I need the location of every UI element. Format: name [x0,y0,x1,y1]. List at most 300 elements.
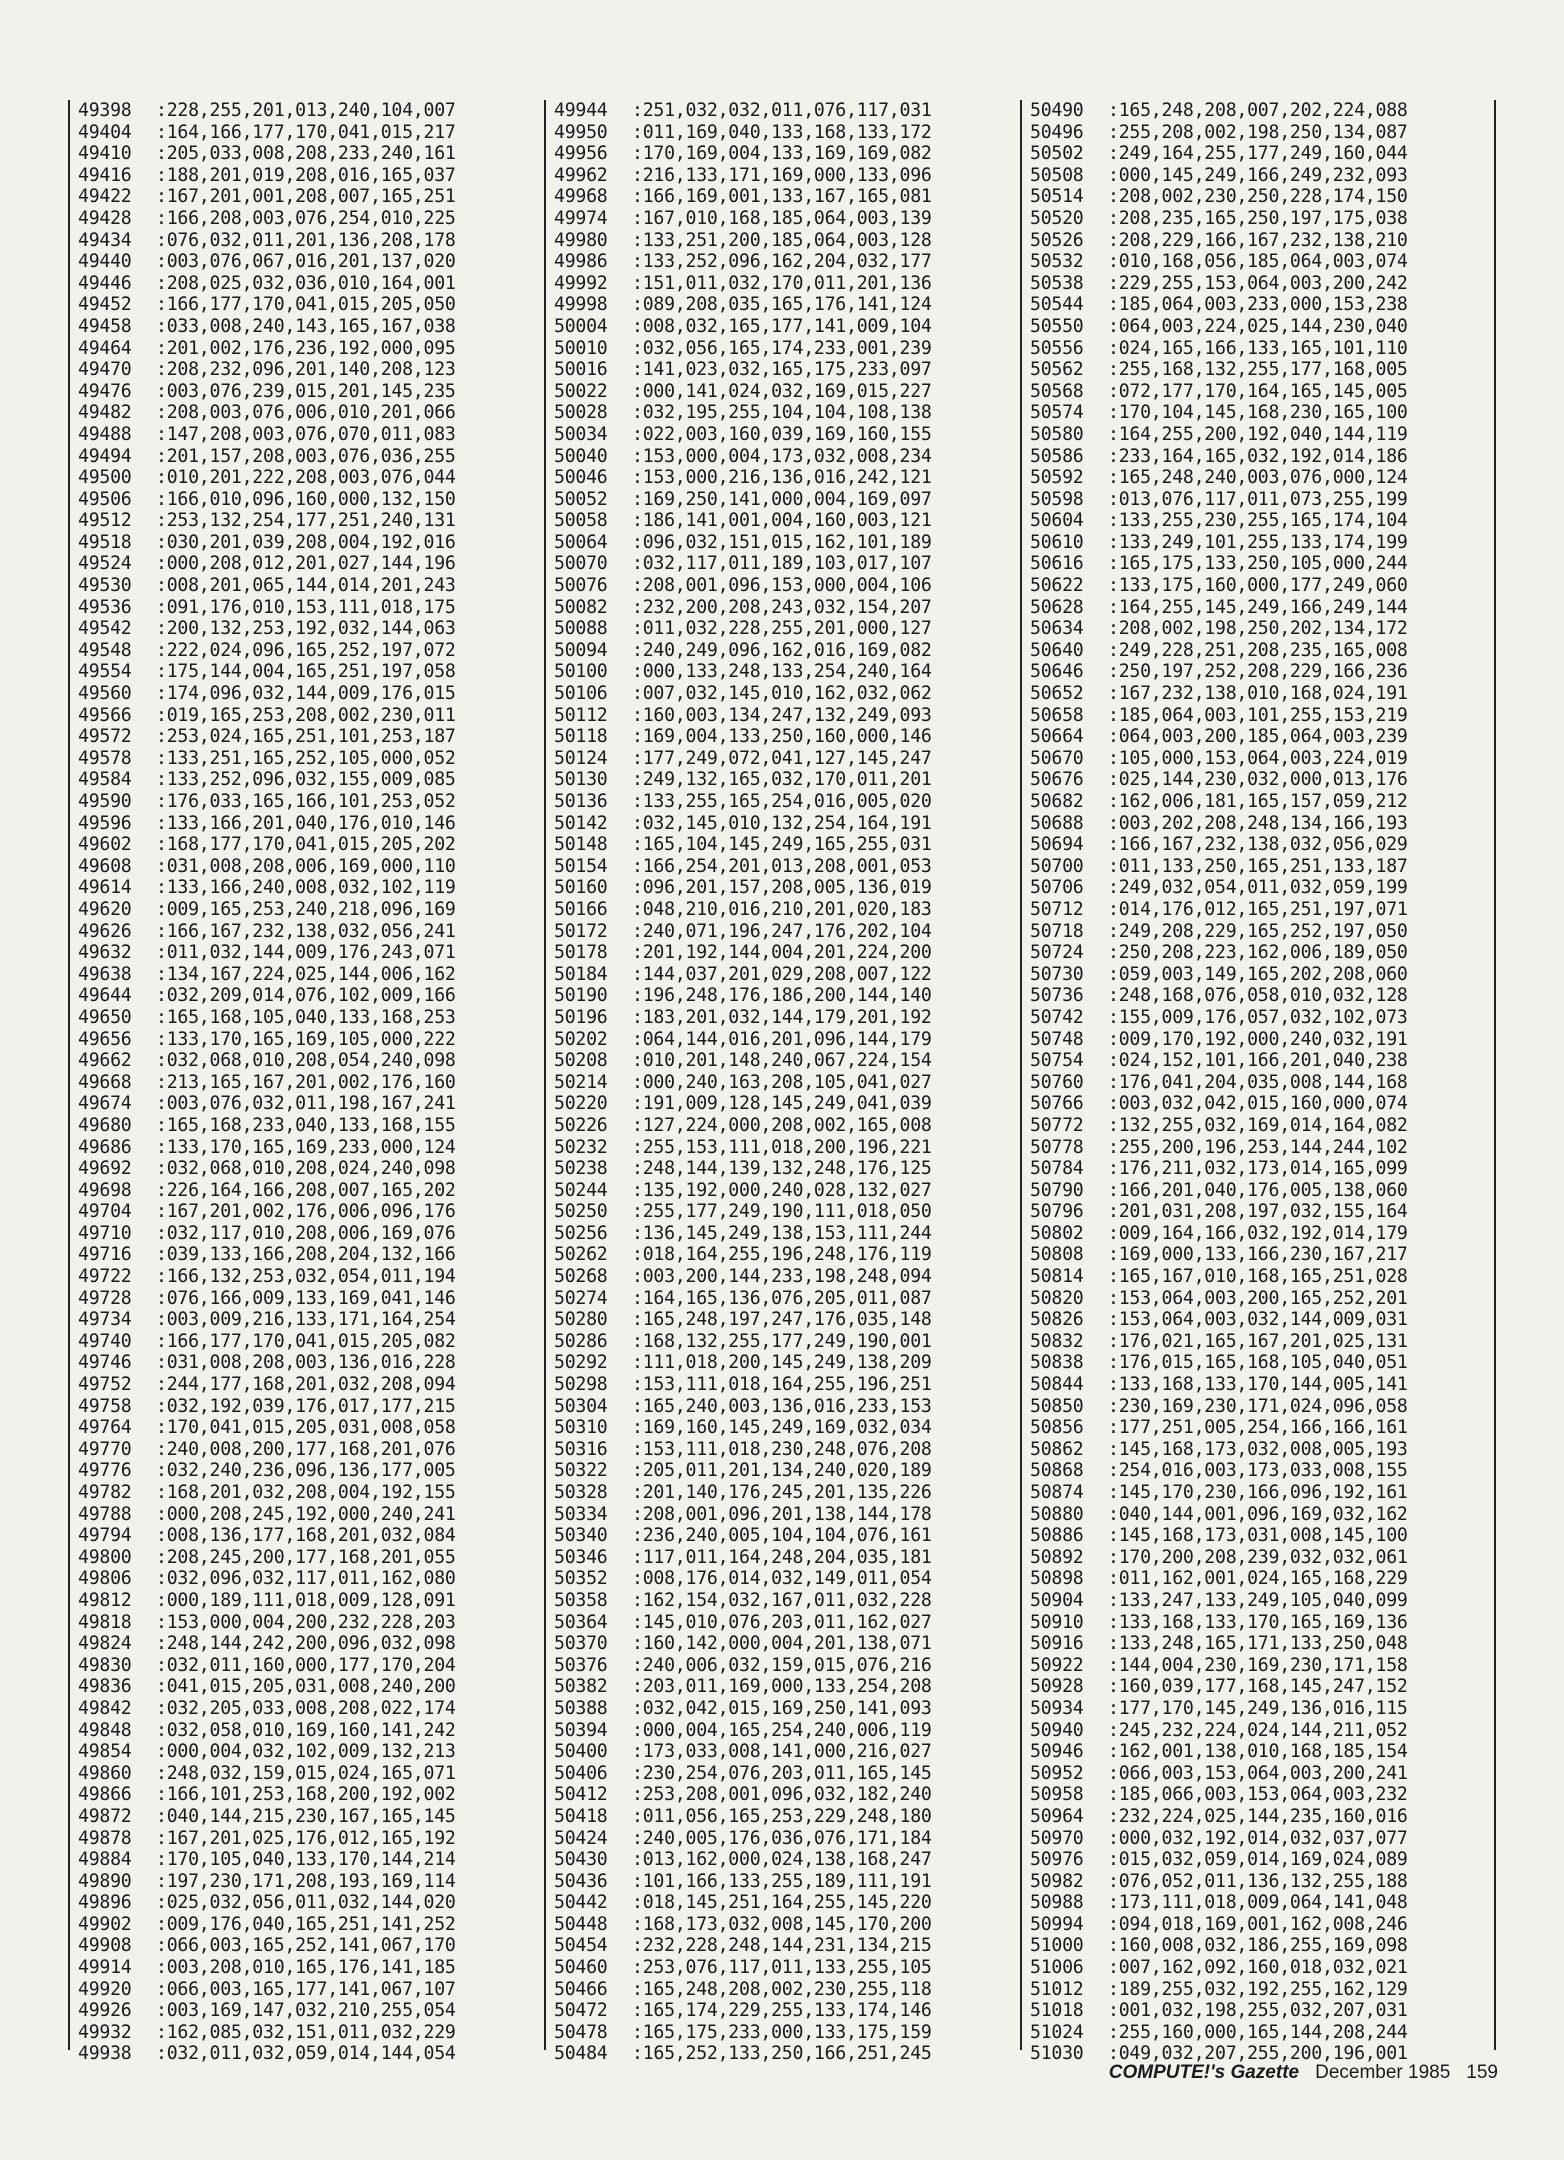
line-values: :153,000,004,173,032,008,234 [632,445,932,467]
listing-line [1030,316,1486,338]
line-values: :094,018,169,001,162,008,246 [1108,1913,1408,1935]
listing-line [1030,1655,1486,1677]
line-values: :230,254,076,203,011,165,145 [632,1762,932,1784]
line-values: :167,232,138,010,168,024,191 [1108,683,1408,705]
listing-line [1030,1180,1486,1202]
listing-line [78,1763,536,1785]
line-address: 50916 [1030,1633,1084,1655]
listing-line [78,834,536,856]
line-address: 49926 [78,2000,132,2022]
line-address: 49920 [78,1978,132,2000]
listing-line [1030,726,1486,748]
line-address: 49668 [78,1071,132,1093]
line-address: 50316 [554,1438,608,1460]
line-values: :201,002,176,236,192,000,095 [156,337,456,359]
line-address: 50610 [1030,531,1084,553]
listing-line [554,1201,1012,1223]
listing-line [1030,1244,1486,1266]
listing-line [78,683,536,705]
line-values: :253,076,117,011,133,255,105 [632,1957,932,1979]
line-address: 50034 [554,423,608,445]
listing-line [554,1979,1012,2001]
listing-line [1030,1439,1486,1461]
line-address: 50712 [1030,898,1084,920]
listing-line [1030,1547,1486,1569]
line-values: :032,056,165,174,233,001,239 [632,337,932,359]
listing-line [554,446,1012,468]
line-address: 49842 [78,1697,132,1719]
line-address: 50376 [554,1654,608,1676]
listing-line [554,1892,1012,1914]
line-values: :025,032,056,011,032,144,020 [156,1892,456,1914]
line-values: :003,200,144,233,198,248,094 [632,1266,932,1288]
listing-line [554,1720,1012,1742]
line-values: :133,247,133,249,105,040,099 [1108,1589,1408,1611]
line-values: :248,144,242,200,096,032,098 [156,1633,456,1655]
listing-line [1030,1504,1486,1526]
line-values: :168,132,255,177,249,190,001 [632,1330,932,1352]
line-values: :226,164,166,208,007,165,202 [156,1179,456,1201]
listing-line [78,1525,536,1547]
line-address: 49680 [78,1114,132,1136]
listing-line [78,856,536,878]
listing-line [78,1029,536,1051]
line-values: :000,240,163,208,105,041,027 [632,1071,932,1093]
line-values: :185,064,003,101,255,153,219 [1108,704,1408,726]
line-values: :030,201,039,208,004,192,016 [156,531,456,553]
line-address: 50658 [1030,704,1084,726]
listing-line [554,230,1012,252]
listing-line [554,1763,1012,1785]
line-address: 50334 [554,1503,608,1525]
listing-line [1030,1914,1486,1936]
line-address: 50796 [1030,1201,1084,1223]
line-address: 50538 [1030,272,1084,294]
line-address: 50118 [554,726,608,748]
listing-line [554,1417,1012,1439]
line-values: :003,076,032,011,198,167,241 [156,1093,456,1115]
line-address: 50976 [1030,1849,1084,1871]
line-values: :066,003,165,252,141,067,170 [156,1935,456,1957]
listing-line [554,122,1012,144]
line-values: :169,000,133,166,230,167,217 [1108,1244,1408,1266]
listing-line [554,1568,1012,1590]
line-values: :168,173,032,008,145,170,200 [632,1913,932,1935]
line-address: 49770 [78,1438,132,1460]
line-values: :009,170,192,000,240,032,191 [1108,1028,1408,1050]
listing-line [78,1676,536,1698]
listing-line [554,1504,1012,1526]
listing-line [554,294,1012,316]
line-values: :165,167,010,168,165,251,028 [1108,1266,1408,1288]
line-values: :232,228,248,144,231,134,215 [632,1935,932,1957]
listing-line [1030,1979,1486,2001]
line-address: 50994 [1030,1913,1084,1935]
listing-line [78,1417,536,1439]
listing-line [554,2043,1012,2065]
line-values: :031,008,208,006,169,000,110 [156,855,456,877]
line-values: :208,003,076,006,010,201,066 [156,402,456,424]
line-address: 50682 [1030,791,1084,812]
line-values: :164,255,200,192,040,144,119 [1108,423,1408,445]
listing-line [554,2022,1012,2044]
line-address: 50952 [1030,1762,1084,1784]
line-values: :091,176,010,153,111,018,175 [156,596,456,618]
line-address: 49890 [78,1870,132,1892]
line-values: :014,176,012,165,251,197,071 [1108,898,1408,920]
listing-line [554,1676,1012,1698]
listing-column-2 [544,100,1020,2065]
line-values: :250,197,252,208,229,166,236 [1108,661,1408,683]
line-address: 50220 [554,1093,608,1115]
line-values: :165,252,133,250,166,251,245 [632,2043,932,2065]
line-values: :032,205,033,008,208,022,174 [156,1697,456,1719]
listing-line [554,1007,1012,1029]
listing-line [78,532,536,554]
listing-line [78,143,536,165]
listing-line [78,1590,536,1612]
line-address: 50232 [554,1136,608,1158]
line-address: 50880 [1030,1503,1084,1525]
line-address: 49656 [78,1028,132,1050]
listing-line [554,899,1012,921]
listing-line [554,1612,1012,1634]
line-values: :165,248,208,007,202,224,088 [1108,100,1408,121]
listing-line [78,1374,536,1396]
line-values: :201,140,176,245,201,135,226 [632,1482,932,1503]
listing-line [78,467,536,489]
line-address: 49650 [78,1006,132,1028]
line-address: 49758 [78,1395,132,1417]
listing-line [1030,1892,1486,1914]
line-address: 50700 [1030,855,1084,877]
line-values: :167,010,168,185,064,003,139 [632,207,932,229]
line-address: 50304 [554,1395,608,1417]
line-values: :059,003,149,165,202,208,060 [1108,963,1408,985]
line-values: :255,153,111,018,200,196,221 [632,1136,932,1158]
listing-line [1030,208,1486,230]
listing-line [1030,1784,1486,1806]
listing-line [78,597,536,619]
line-address: 49416 [78,164,132,186]
line-values: :228,255,201,013,240,104,007 [156,100,456,121]
listing-line [1030,294,1486,316]
line-address: 50256 [554,1222,608,1244]
listing-line [78,1784,536,1806]
line-values: :249,228,251,208,235,165,008 [1108,639,1408,661]
line-values: :000,004,165,254,240,006,119 [632,1719,932,1741]
listing-line [78,1914,536,1936]
line-values: :003,169,147,032,210,255,054 [156,2000,456,2022]
line-values: :208,229,166,167,232,138,210 [1108,229,1408,251]
listing-line [78,769,536,791]
line-address: 49608 [78,855,132,877]
line-values: :132,255,032,169,014,164,082 [1108,1114,1408,1136]
line-values: :000,145,249,166,249,232,093 [1108,164,1408,186]
line-address: 50676 [1030,769,1084,791]
line-values: :066,003,153,064,003,200,241 [1108,1762,1408,1784]
listing-line [554,1137,1012,1159]
line-values: :019,165,253,208,002,230,011 [156,704,456,726]
line-address: 50532 [1030,251,1084,273]
line-address: 50574 [1030,402,1084,424]
line-values: :186,141,001,004,160,003,121 [632,510,932,532]
line-address: 50322 [554,1460,608,1482]
line-values: :135,192,000,240,028,132,027 [632,1179,932,1201]
line-values: :153,064,003,200,165,252,201 [1108,1287,1408,1309]
listing-line [554,208,1012,230]
line-address: 50652 [1030,683,1084,705]
line-values: :003,009,216,133,171,164,254 [156,1309,456,1331]
line-values: :032,209,014,076,102,009,166 [156,985,456,1007]
line-values: :162,001,138,010,168,185,154 [1108,1741,1408,1763]
line-values: :196,248,176,186,200,144,140 [632,985,932,1007]
line-address: 50940 [1030,1719,1084,1741]
line-values: :024,152,101,166,201,040,238 [1108,1050,1408,1072]
line-address: 49872 [78,1805,132,1827]
listing-line [554,424,1012,446]
listing-line [554,1871,1012,1893]
line-values: :151,011,032,170,011,201,136 [632,272,932,294]
listing-line [554,1439,1012,1461]
line-values: :165,104,145,249,165,255,031 [632,834,932,856]
line-address: 49632 [78,942,132,964]
listing-line [78,1741,536,1763]
listing-line [554,705,1012,727]
line-address: 50370 [554,1633,608,1655]
listing-line [554,381,1012,403]
listing-line [78,251,536,273]
line-values: :145,170,230,166,096,192,161 [1108,1482,1408,1503]
line-values: :133,251,200,185,064,003,128 [632,229,932,251]
listing-line [554,100,1012,122]
listing-line [1030,1309,1486,1331]
line-address: 50838 [1030,1352,1084,1374]
line-address: 49590 [78,791,132,812]
line-values: :133,166,201,040,176,010,146 [156,812,456,834]
line-values: :188,201,019,208,016,165,037 [156,164,456,186]
line-values: :253,208,001,096,032,182,240 [632,1784,932,1806]
line-values: :117,011,164,248,204,035,181 [632,1546,932,1568]
publication-name: COMPUTE!'s Gazette [1108,2062,1300,2083]
line-values: :003,076,067,016,201,137,020 [156,251,456,273]
line-values: :147,208,003,076,070,011,083 [156,423,456,445]
listing-line [1030,597,1486,619]
line-values: :255,177,249,190,111,018,050 [632,1201,932,1223]
listing-line [78,100,536,122]
listing-line [1030,186,1486,208]
listing-line [554,1633,1012,1655]
line-values: :208,245,200,177,168,201,055 [156,1546,456,1568]
listing-line [554,1655,1012,1677]
listing-line [78,1871,536,1893]
line-address: 50082 [554,596,608,618]
line-values: :177,249,072,041,127,145,247 [632,747,932,769]
line-values: :041,015,205,031,008,240,200 [156,1676,456,1698]
line-values: :249,164,255,177,249,160,044 [1108,143,1408,165]
line-values: :010,201,222,208,003,076,044 [156,467,456,489]
line-address: 50346 [554,1546,608,1568]
line-values: :236,240,005,104,104,076,161 [632,1525,932,1547]
listing-line [78,1957,536,1979]
line-address: 50568 [1030,380,1084,402]
line-address: 51018 [1030,2000,1084,2022]
line-address: 50760 [1030,1071,1084,1093]
line-address: 50352 [554,1568,608,1590]
line-values: :165,248,240,003,076,000,124 [1108,467,1408,489]
listing-line [78,230,536,252]
line-values: :010,168,056,185,064,003,074 [1108,251,1408,273]
line-values: :136,145,249,138,153,111,244 [632,1222,932,1244]
listing-line [554,1244,1012,1266]
line-address: 50688 [1030,812,1084,834]
line-address: 50748 [1030,1028,1084,1050]
listing-line [78,1180,536,1202]
line-values: :010,201,148,240,067,224,154 [632,1050,932,1072]
listing-line [78,294,536,316]
listing-line [78,1331,536,1353]
line-address: 50592 [1030,467,1084,489]
line-address: 50910 [1030,1611,1084,1633]
listing-line [554,251,1012,273]
line-values: :251,032,032,011,076,117,031 [632,100,932,121]
line-address: 50238 [554,1158,608,1180]
line-values: :213,165,167,201,002,176,160 [156,1071,456,1093]
listing-line [554,1957,1012,1979]
line-address: 49596 [78,812,132,834]
listing-line [1030,1029,1486,1051]
line-values: :024,165,166,133,165,101,110 [1108,337,1408,359]
listing-line [1030,661,1486,683]
line-values: :208,025,032,036,010,164,001 [156,272,456,294]
listing-line [1030,553,1486,575]
listing-line [1030,705,1486,727]
listing-line [554,964,1012,986]
listing-line [1030,1050,1486,1072]
listing-line [554,1525,1012,1547]
line-values: :166,101,253,168,200,192,002 [156,1784,456,1806]
line-values: :170,169,004,133,169,169,082 [632,143,932,165]
listing-line [78,1482,536,1504]
line-values: :008,136,177,168,201,032,084 [156,1525,456,1547]
line-address: 50508 [1030,164,1084,186]
line-values: :162,085,032,151,011,032,229 [156,2021,456,2043]
line-address: 50898 [1030,1568,1084,1590]
listing-line [1030,1849,1486,1871]
line-values: :153,064,003,032,144,009,031 [1108,1309,1408,1331]
line-values: :015,032,059,014,169,024,089 [1108,1849,1408,1871]
line-values: :144,037,201,029,208,007,122 [632,963,932,985]
listing-columns [68,100,1498,2065]
listing-line [78,618,536,640]
listing-line [78,186,536,208]
line-address: 50646 [1030,661,1084,683]
listing-line [554,1590,1012,1612]
line-address: 49818 [78,1611,132,1633]
line-address: 49980 [554,229,608,251]
line-address: 50046 [554,467,608,489]
line-address: 50250 [554,1201,608,1223]
line-values: :009,165,253,240,218,096,169 [156,898,456,920]
line-address: 50808 [1030,1244,1084,1266]
listing-line [78,640,536,662]
listing-line [1030,446,1486,468]
line-address: 49530 [78,575,132,597]
line-values: :249,208,229,165,252,197,050 [1108,920,1408,942]
line-address: 51012 [1030,1978,1084,2000]
line-address: 50040 [554,445,608,467]
listing-line [1030,1201,1486,1223]
line-address: 50946 [1030,1741,1084,1763]
listing-line [78,1439,536,1461]
line-address: 49884 [78,1849,132,1871]
line-values: :040,144,215,230,167,165,145 [156,1805,456,1827]
listing-line [554,1331,1012,1353]
line-address: 50094 [554,639,608,661]
line-address: 50766 [1030,1093,1084,1115]
listing-line [554,1223,1012,1245]
line-address: 50208 [554,1050,608,1072]
line-values: :153,111,018,164,255,196,251 [632,1374,932,1396]
listing-line [1030,251,1486,273]
line-values: :208,001,096,201,138,144,178 [632,1503,932,1525]
line-address: 50154 [554,855,608,877]
line-address: 50202 [554,1028,608,1050]
line-values: :249,032,054,011,032,059,199 [1108,877,1408,899]
line-address: 50136 [554,791,608,812]
listing-line [78,1158,536,1180]
line-address: 50670 [1030,747,1084,769]
line-values: :000,208,012,201,027,144,196 [156,553,456,575]
listing-line [78,1935,536,1957]
line-address: 50520 [1030,207,1084,229]
line-address: 49932 [78,2021,132,2043]
line-values: :133,252,096,162,204,032,177 [632,251,932,273]
line-address: 50784 [1030,1158,1084,1180]
line-values: :133,168,133,170,165,169,136 [1108,1611,1408,1633]
line-values: :003,202,208,248,134,166,193 [1108,812,1408,834]
line-values: :000,032,192,014,032,037,077 [1108,1827,1408,1849]
line-address: 50058 [554,510,608,532]
listing-line [78,1979,536,2001]
listing-line [78,748,536,770]
line-values: :064,144,016,201,096,144,179 [632,1028,932,1050]
listing-line [78,359,536,381]
listing-line [1030,1590,1486,1612]
line-address: 50928 [1030,1676,1084,1698]
listing-line [1030,489,1486,511]
line-address: 50598 [1030,488,1084,510]
line-values: :032,192,039,176,017,177,215 [156,1395,456,1417]
listing-line [554,1547,1012,1569]
line-values: :008,032,165,177,141,009,104 [632,315,932,337]
listing-line [554,1309,1012,1331]
line-values: :039,133,166,208,204,132,166 [156,1244,456,1266]
listing-line [1030,683,1486,705]
line-values: :164,255,145,249,166,249,144 [1108,596,1408,618]
listing-line [1030,359,1486,381]
line-values: :144,004,230,169,230,171,158 [1108,1654,1408,1676]
line-address: 50724 [1030,942,1084,964]
line-values: :167,201,025,176,012,165,192 [156,1827,456,1849]
line-values: :031,008,208,003,136,016,228 [156,1352,456,1374]
line-values: :165,175,133,250,105,000,244 [1108,553,1408,575]
line-address: 50934 [1030,1697,1084,1719]
line-address: 49716 [78,1244,132,1266]
listing-line [1030,1007,1486,1029]
listing-line [1030,230,1486,252]
listing-line [554,1093,1012,1115]
